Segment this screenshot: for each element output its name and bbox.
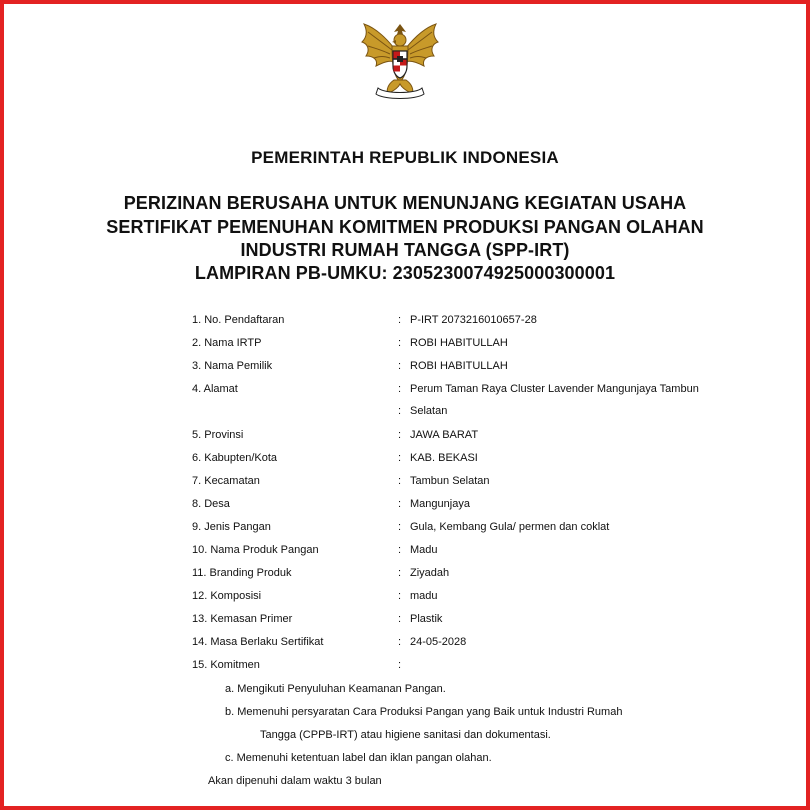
field-value-continuation: Selatan xyxy=(410,405,448,417)
komitmen-note: Akan dipenuhi dalam waktu 3 bulan xyxy=(208,775,382,787)
field-label: 5. Provinsi xyxy=(192,429,244,441)
field-label: 4. Alamat xyxy=(192,383,238,395)
field-label: 9. Jenis Pangan xyxy=(192,521,271,533)
field-label: 15. Komitmen xyxy=(192,659,260,671)
komitmen-item-c: c. Memenuhi ketentuan label dan iklan pangan olahan. xyxy=(225,752,492,764)
field-label: 11. Branding Produk xyxy=(192,567,292,579)
title-line-1: PERIZINAN BERUSAHA UNTUK MENUNJANG KEGIATAN USAHA xyxy=(123,193,687,213)
field-label: 13. Kemasan Primer xyxy=(192,613,293,625)
field-colon: : xyxy=(398,337,402,349)
field-row xyxy=(0,544,810,558)
field-colon: : xyxy=(398,659,402,671)
title-line-3: INDUSTRI RUMAH TANGGA (SPP-IRT) xyxy=(240,240,570,260)
field-row xyxy=(0,429,810,443)
field-colon: : xyxy=(398,475,402,487)
field-value: KAB. BEKASI xyxy=(410,452,478,464)
field-colon: : xyxy=(398,590,402,602)
komitmen-item-b: b. Memenuhi persyaratan Cara Produksi Pangan yang Baik untuk Industri Rumah xyxy=(225,706,623,718)
field-value: Madu xyxy=(410,544,438,556)
field-label: 10. Nama Produk Pangan xyxy=(192,544,319,556)
field-value: P-IRT 2073216010657-28 xyxy=(410,314,537,326)
field-colon: : xyxy=(398,498,402,510)
title-line-2: SERTIFIKAT PEMENUHAN KOMITMEN PRODUKSI PANGAN OLAHAN xyxy=(106,217,704,237)
field-row xyxy=(0,659,810,673)
field-colon: : xyxy=(398,544,402,556)
field-value: Plastik xyxy=(410,613,443,625)
field-row xyxy=(0,498,810,512)
field-value: Perum Taman Raya Cluster Lavender Mangunjaya Tambun xyxy=(410,383,699,395)
title-line-4: LAMPIRAN PB-UMKU: 2305230074925000300001 xyxy=(194,263,616,283)
field-row xyxy=(0,475,810,489)
field-value: ROBI HABITULLAH xyxy=(410,337,508,349)
field-label: 3. Nama Pemilik xyxy=(192,360,273,372)
field-label: 14. Masa Berlaku Sertifikat xyxy=(192,636,324,648)
field-colon: : xyxy=(398,567,402,579)
field-label: 7. Kecamatan xyxy=(192,475,260,487)
field-value: JAWA BARAT xyxy=(410,429,479,441)
field-label: 8. Desa xyxy=(192,498,230,510)
government-heading: PEMERINTAH REPUBLIK INDONESIA xyxy=(251,148,559,167)
field-label: 6. Kabupten/Kota xyxy=(192,452,278,464)
field-row xyxy=(0,452,810,466)
field-value: madu xyxy=(410,590,438,602)
field-colon: : xyxy=(398,452,402,464)
field-row-continuation xyxy=(0,405,810,419)
field-value: Tambun Selatan xyxy=(410,475,490,487)
field-row xyxy=(0,521,810,535)
field-label: 2. Nama IRTP xyxy=(192,337,262,349)
field-colon: : xyxy=(398,405,402,417)
field-colon: : xyxy=(398,360,402,372)
field-value: Mangunjaya xyxy=(410,498,470,510)
field-colon: : xyxy=(398,314,402,326)
field-colon: : xyxy=(398,613,402,625)
field-colon: : xyxy=(398,383,402,395)
field-label: 1. No. Pendaftaran xyxy=(192,314,285,326)
field-row xyxy=(0,337,810,351)
field-row xyxy=(0,567,810,581)
field-row xyxy=(0,590,810,604)
field-colon: : xyxy=(398,636,402,648)
field-colon: : xyxy=(398,429,402,441)
komitmen-item-a: a. Mengikuti Penyuluhan Keamanan Pangan. xyxy=(225,683,446,695)
field-colon: : xyxy=(398,521,402,533)
field-row xyxy=(0,613,810,627)
field-row xyxy=(0,314,810,328)
field-row xyxy=(0,383,810,397)
field-value: Gula, Kembang Gula/ permen dan coklat xyxy=(410,521,610,533)
field-row xyxy=(0,636,810,650)
field-value: 24-05-2028 xyxy=(410,636,467,648)
field-label: 12. Komposisi xyxy=(192,590,262,602)
field-value: Ziyadah xyxy=(410,567,450,579)
field-value: ROBI HABITULLAH xyxy=(410,360,508,372)
komitmen-item-b-continuation: Tangga (CPPB-IRT) atau higiene sanitasi dan dokumentasi. xyxy=(260,729,551,741)
field-row xyxy=(0,360,810,374)
